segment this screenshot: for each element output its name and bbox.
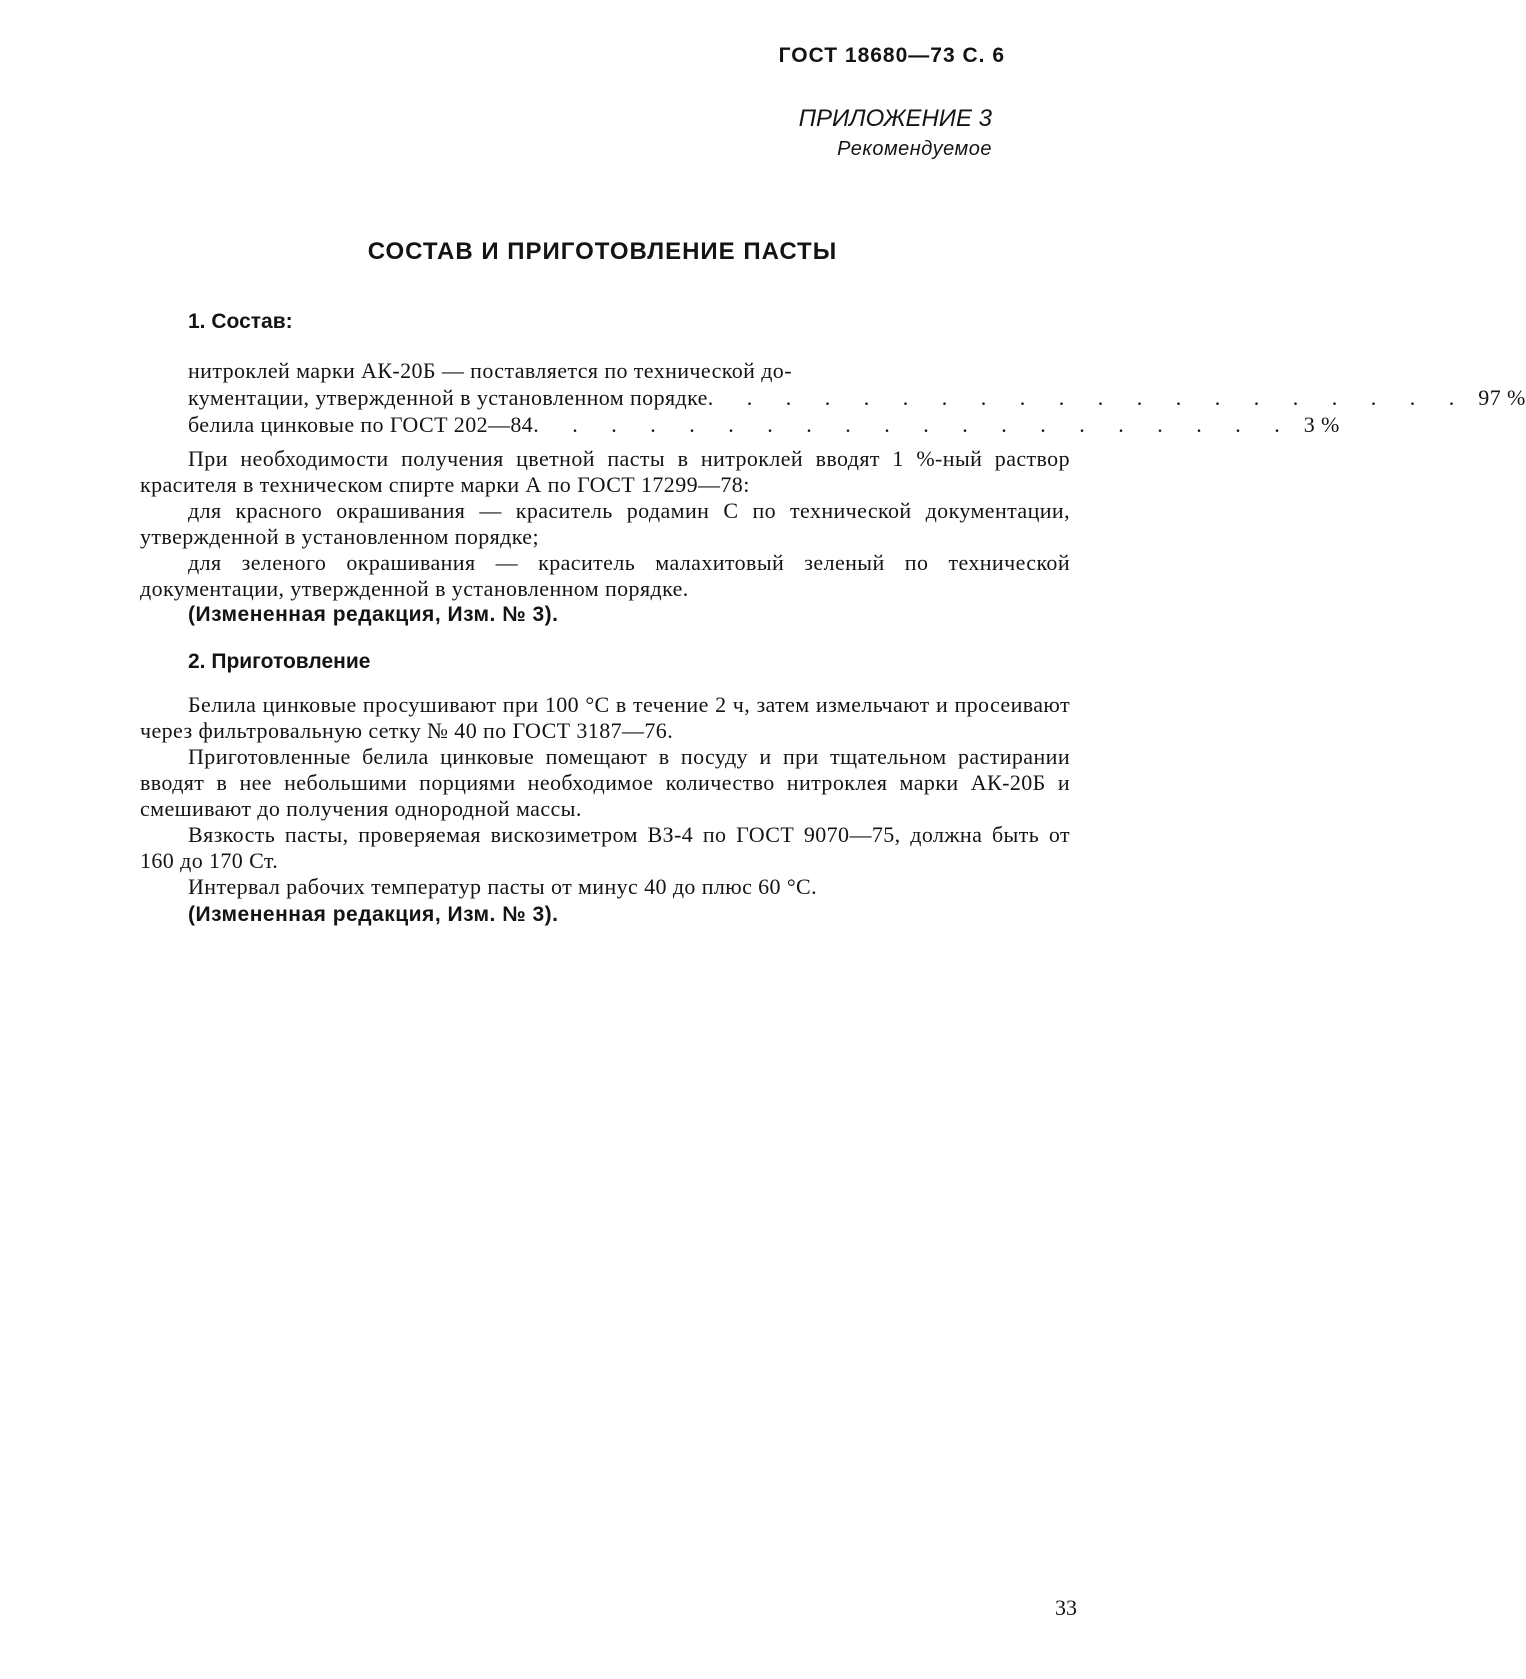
leader-dots: . . . . . . . . . . . . . . . . . . . .: [533, 412, 1294, 437]
section-2-heading: 2. Приготовление: [188, 650, 371, 673]
leader-dots: . . . . . . . . . . . . . . . . . . . .: [707, 385, 1469, 410]
composition-item-1-value: 97 %: [1478, 385, 1526, 410]
section-2-edit-note: (Измененная редакция, Изм. № 3).: [188, 903, 559, 926]
section-1-paragraph-1: При необходимости получения цветной пасты в нитроклей вводят 1 %-ный раствор красителя в техническом спирте марки А по ГОСТ 17299—78:: [140, 446, 1070, 497]
composition-item-1-line-2: кументации, утвержденной в установленном порядке: [188, 385, 708, 410]
composition-item-1-line-1: нитроклей марки АК-20Б — поставляется по технической до-: [188, 358, 792, 383]
appendix-status: Рекомендуемое: [837, 138, 992, 160]
composition-item-1: [188, 385, 1526, 411]
document-reference: ГОСТ 18680—73 С. 6: [778, 44, 1005, 67]
section-2-paragraph-3: Вязкость пасты, проверяемая вискозиметром ВЗ-4 по ГОСТ 9070—75, должна быть от 160 до 170 Ст.: [140, 822, 1070, 873]
section-1-heading: 1. Состав:: [188, 310, 293, 333]
page-title: СОСТАВ И ПРИГОТОВЛЕНИЕ ПАСТЫ: [367, 238, 838, 265]
composition-item-2-label: белила цинковые по ГОСТ 202—84: [188, 412, 534, 437]
section-2-paragraph-4: Интервал рабочих температур пасты от минус 40 до плюс 60 °С.: [188, 874, 818, 899]
section-2-paragraph-2: Приготовленные белила цинковые помещают в посуду и при тщательном растирании вводят в нее небольшими порциями необходимое количество нитроклея марки АК-20Б и смешивают до получения однородной массы.: [140, 744, 1070, 821]
appendix-block: [799, 104, 992, 164]
composition-item-2-value: 3 %: [1303, 412, 1340, 437]
composition-item-2: [188, 412, 1340, 438]
page-number: 33: [1055, 1595, 1077, 1620]
section-1-edit-note: (Измененная редакция, Изм. № 3).: [188, 603, 559, 626]
section-1-paragraph-2: для красного окрашивания — краситель родамин С по технической документации, утвержденной в установленном порядке;: [140, 498, 1070, 549]
section-2-paragraph-1: Белила цинковые просушивают при 100 °С в течение 2 ч, затем измельчают и просеивают через фильтровальную сетку № 40 по ГОСТ 3187—76.: [140, 692, 1070, 743]
section-1-paragraph-3: для зеленого окрашивания — краситель малахитовый зеленый по технической документации, утвержденной в установленном порядке.: [140, 550, 1070, 601]
appendix-label: ПРИЛОЖЕНИЕ 3: [798, 105, 992, 132]
